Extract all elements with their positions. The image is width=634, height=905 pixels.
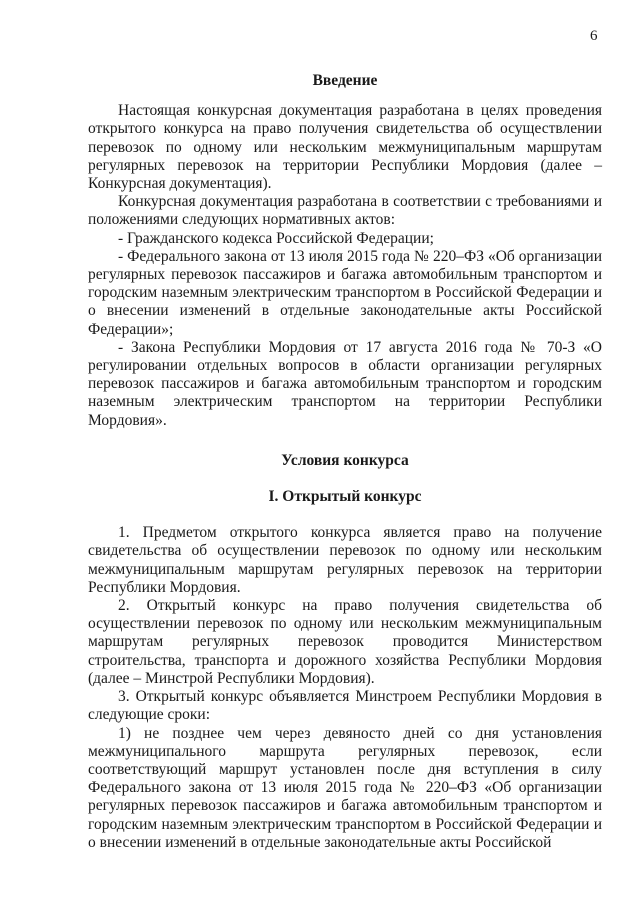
conditions-paragraph-1: 1. Предметом открытого конкурса является право на получение свидетельства об осуществлении перевозок по одному или нескольким межмуниципальным маршрутам регулярных перевозок на территории Республики Мордовия. — [88, 524, 602, 596]
intro-paragraph-2: Конкурсная документация разработана в соответствии с требованиями и положениями следующих нормативных актов: — [88, 193, 602, 229]
section-heading-open-contest: I. Открытый конкурс — [268, 488, 422, 506]
conditions-heading: Условия конкурса — [281, 451, 409, 469]
intro-paragraph-1: Настоящая конкурсная документация разработана в целях проведения открытого конкурса на право получения свидетельства об осуществлении перевозок по одному или нескольким межмуниципальным маршрутам регулярных перевозок на территории Республики Мордовия (далее – Конкурсная документация). — [88, 102, 602, 193]
page-number: 6 — [590, 28, 598, 44]
intro-list-item-federal-law: - Федерального закона от 13 июля 2015 года № 220–ФЗ «Об организации регулярных перевозок пассажиров и багажа автомобильным транспортом и городским наземным электрическим транспортом в Российской Федерации и о внесении изменений в отдельные законодательные акты Российской Федерации»; — [88, 247, 602, 338]
document-body — [88, 64, 602, 852]
conditions-subitem-1: 1) не позднее чем через девяносто дней со дня установления межмуниципального маршрута регулярных перевозок, если соответствующий маршрут установлен после дня вступления в силу Федерального закона от 13 июля 2015 года № 220–ФЗ «Об организации регулярных перевозок пассажиров и багажа автомобильным транспортом и городским наземным электрическим транспортом в Российской Федерации и о внесении изменений в отдельные законодательные акты Российской — [88, 724, 602, 851]
intro-list-item-regional-law: - Закона Республики Мордовия от 17 августа 2016 года № 70-З «О регулировании отдельных вопросов в области организации регулярных перевозок пассажиров и багажа автомобильным транспортом и городским наземным электрическим транспортом на территории Республики Мордовия». — [88, 338, 602, 429]
conditions-paragraph-3: 3. Открытый конкурс объявляется Минстроем Республики Мордовия в следующие сроки: — [88, 688, 602, 724]
intro-heading: Введение — [312, 72, 378, 89]
intro-list-item-civil-code: - Гражданского кодекса Российской Федерации; — [118, 229, 434, 247]
conditions-paragraph-2: 2. Открытый конкурс на право получения свидетельства об осуществлении перевозок по одному или нескольким межмуниципальным маршрутам регулярных перевозок проводится Министерством строительства, транспорта и дорожного хозяйства Республики Мордовия (далее – Минстрой Республики Мордовия). — [88, 597, 602, 687]
